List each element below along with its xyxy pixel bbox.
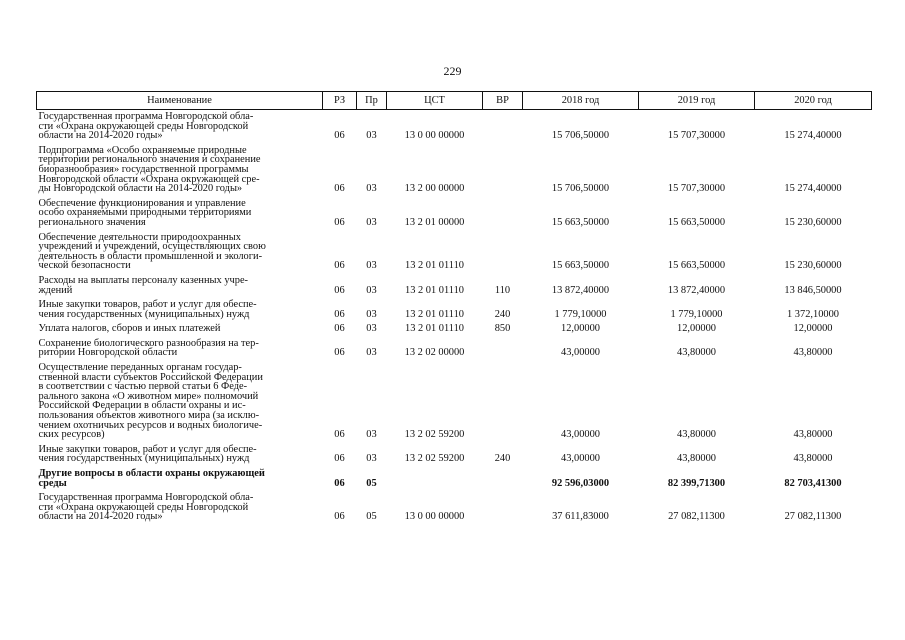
cell-vr [483,144,523,194]
cell-rz: 06 [334,453,345,465]
table-row [37,197,872,228]
cell-2019: 15 663,50000 [667,216,726,228]
cell-2018: 15 706,50000 [551,183,610,195]
cell-rz: 06 [334,183,345,195]
cell-vr: 850 [494,323,511,335]
cell-2019: 82 399,71300 [667,477,726,489]
table-row [37,491,872,522]
cell-vr: 240 [494,308,511,320]
cell-pr: 03 [366,323,377,335]
cell-pr: 03 [366,183,377,195]
cell-rz: 06 [334,130,345,142]
cell-2018: 1 779,10000 [554,308,607,320]
cell-cst: 13 2 01 01110 [405,284,464,296]
cell-name: Подпрограмма «Особо охраняемые природные территории регионального значения и сохранение биоразнообразия» государственной программы Новгородской области «Охрана окружающей сре- ды Новгородской области на 2014-2020 годы» [38,144,261,195]
cell-2020: 15 230,60000 [784,216,842,228]
cell-rz: 06 [334,511,345,523]
cell-cst [387,467,483,488]
cell-pr: 03 [366,216,377,228]
table-row [37,361,872,440]
table-row [37,110,872,141]
header-2018: 2018 год [523,92,639,110]
cell-2019: 15 707,30000 [667,183,726,195]
cell-2019: 12,00000 [677,323,716,335]
table-row [37,231,872,271]
page-number: 229 [443,64,462,78]
cell-cst: 13 2 01 01110 [405,323,464,335]
cell-name: Сохранение биологического разнообразия на тер- ритории Новгородской области [38,337,259,359]
cell-pr: 03 [366,347,377,359]
cell-cst: 13 2 02 59200 [404,429,465,441]
cell-2018: 13 872,40000 [551,284,610,296]
cell-2019: 15 707,30000 [667,130,726,142]
table-row [37,337,872,358]
cell-name: Уплата налогов, сборов и иных платежей [38,323,221,335]
cell-vr [483,467,523,488]
cell-2019: 15 663,50000 [667,260,726,272]
cell-name: Расходы на выплаты персоналу казенных учре- ждений [38,274,249,296]
cell-rz: 06 [334,308,345,320]
cell-2020: 15 274,40000 [784,130,842,142]
cell-pr: 03 [366,284,377,296]
cell-name: Государственная программа Новгородской обла- сти «Охрана окружающей среды Новгородской области на 2014-2020 годы» [38,111,254,142]
cell-2020: 27 082,11300 [784,511,842,523]
cell-vr [483,197,523,228]
cell-2018: 92 596,03000 [551,477,610,489]
cell-name: Обеспечение деятельности природоохранных учреждений и учреждений, осуществляющих свою деятельность в области промышленной и экологи- ческой безопасности [38,231,266,272]
table-row [37,467,872,488]
cell-2018: 15 706,50000 [551,130,610,142]
header-2019: 2019 год [639,92,755,110]
cell-2019: 43,80000 [677,429,716,441]
table-row [37,298,872,319]
row-spacer-cell [37,522,872,525]
cell-2020: 13 846,50000 [784,284,842,296]
cell-vr: 110 [494,284,511,296]
cell-cst: 13 2 01 01110 [405,308,464,320]
table-row [37,322,872,334]
table-row [37,443,872,464]
cell-cst: 13 2 01 00000 [404,216,465,228]
cell-name: Осуществление переданных органам государ- ственной власти субъектов Российской Федерации в соответствии с частью первой статьи 6 Феде- рального закона «О животном мире» полномочий Российской Федерации в области охраны и ис- пользования объектов животного мира (за исклю- чением охотничьих ресурсов и водных биологиче- ских ресурсов) [38,362,263,441]
cell-2018: 43,00000 [561,429,600,441]
cell-cst: 13 2 01 01110 [405,260,464,272]
header-2020: 2020 год [755,92,872,110]
cell-name: Иные закупки товаров, работ и услуг для обеспе- чения государственных (муниципальных) нужд [38,443,257,465]
cell-pr: 03 [366,130,377,142]
cell-2019: 13 872,40000 [667,284,726,296]
cell-vr [483,231,523,271]
cell-cst: 13 0 00 00000 [404,130,465,142]
table-row [37,144,872,194]
cell-cst: 13 2 00 00000 [404,183,465,195]
table-body [37,110,872,525]
cell-2018: 43,00000 [561,453,600,465]
cell-cst: 13 2 02 00000 [404,347,465,359]
cell-name: Другие вопросы в области охраны окружающей среды [38,468,265,489]
cell-pr: 05 [366,511,377,523]
cell-pr: 03 [366,308,377,320]
cell-vr [483,110,523,141]
cell-pr: 03 [366,453,377,465]
cell-rz: 06 [334,284,345,296]
cell-2019: 27 082,11300 [668,511,725,523]
cell-2020: 15 274,40000 [784,183,842,195]
cell-vr [483,361,523,440]
cell-pr: 05 [366,477,377,489]
cell-2020: 43,80000 [793,429,833,441]
cell-2020: 1 372,10000 [787,308,839,320]
cell-2020: 82 703,41300 [784,477,842,489]
table-header-row [37,92,872,110]
cell-rz: 06 [334,429,345,441]
header-vr: ВР [483,92,523,110]
cell-rz: 06 [334,216,345,228]
table-row [37,274,872,295]
cell-2018: 43,00000 [561,347,600,359]
cell-2018: 12,00000 [561,323,600,335]
cell-2019: 43,80000 [677,347,716,359]
cell-vr: 240 [494,453,511,465]
cell-vr [483,491,523,522]
cell-2018: 15 663,50000 [551,216,610,228]
row-spacer [37,522,872,525]
cell-2018: 15 663,50000 [551,260,610,272]
cell-rz: 06 [334,260,345,272]
cell-rz: 06 [334,323,345,335]
header-rz: РЗ [323,92,357,110]
cell-rz: 06 [334,347,345,359]
cell-pr: 03 [366,429,377,441]
cell-name: Государственная программа Новгородской обла- сти «Охрана окружающей среды Новгородской области на 2014-2020 годы» [38,492,254,523]
cell-vr [483,337,523,358]
header-name: Наименование [37,92,323,110]
header-cst: ЦСТ [387,92,483,110]
cell-cst: 13 2 02 59200 [404,453,465,465]
cell-2020: 43,80000 [793,453,833,465]
cell-name: Обеспечение функционирования и управление особо охраняемыми природными территориями регионального значения [38,197,252,228]
cell-2020: 12,00000 [793,323,833,335]
cell-cst: 13 0 00 00000 [404,511,465,523]
cell-2020: 43,80000 [793,347,833,359]
cell-2019: 1 779,10000 [670,308,723,320]
cell-2018: 37 611,83000 [552,511,609,523]
budget-table [36,91,872,525]
cell-name: Иные закупки товаров, работ и услуг для обеспе- чения государственных (муниципальных) нужд [38,299,257,320]
cell-2019: 43,80000 [677,453,716,465]
cell-2020: 15 230,60000 [784,260,842,272]
cell-rz: 06 [334,477,345,489]
header-pr: Пр [357,92,387,110]
cell-pr: 03 [366,260,377,272]
